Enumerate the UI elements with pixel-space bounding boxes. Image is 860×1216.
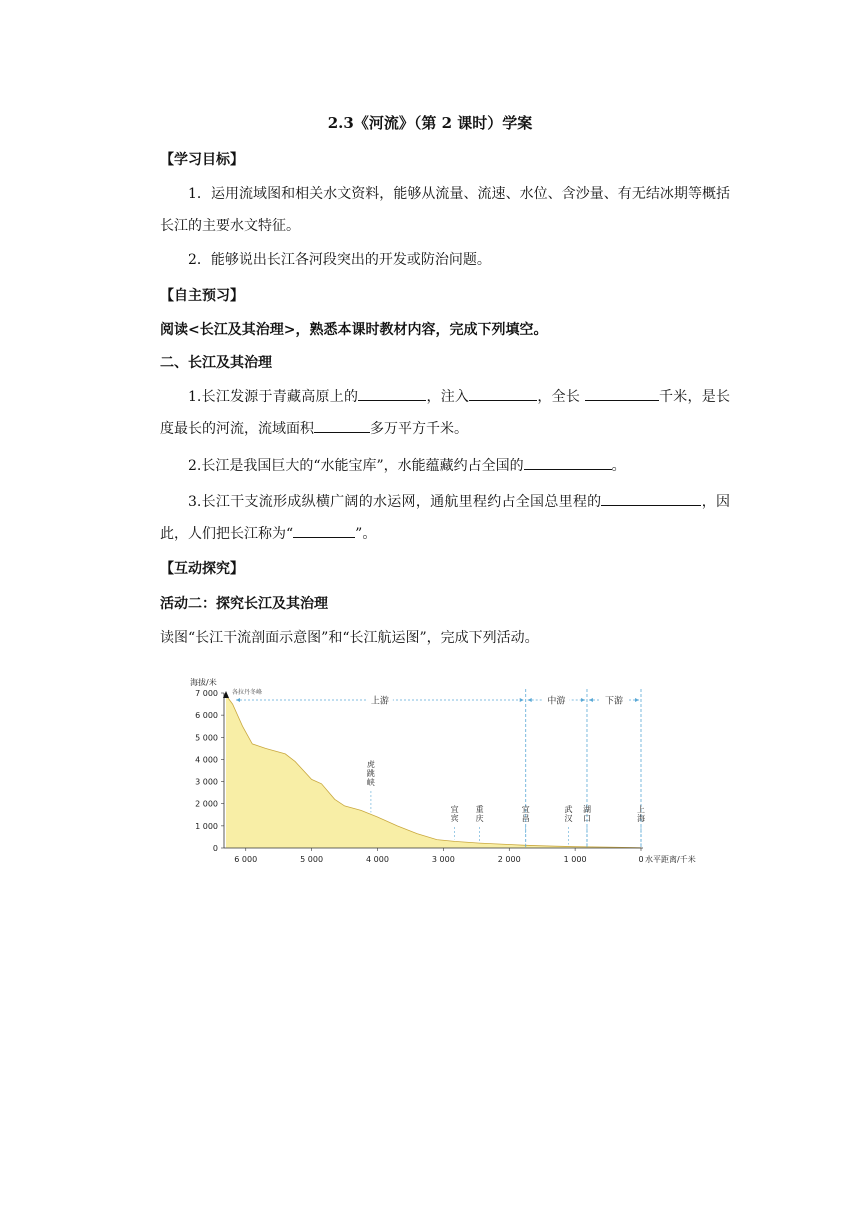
place-label-char: 虎 bbox=[366, 760, 375, 769]
q3-blank-percent[interactable] bbox=[601, 490, 701, 506]
q1-text-d: 千米，是长度最长的河流，流域面积 bbox=[160, 389, 731, 437]
question-1 bbox=[160, 381, 730, 445]
place-label-char: 上 bbox=[637, 805, 645, 814]
y-tick-label: 1 000 bbox=[195, 821, 218, 831]
segment-label: 下游 bbox=[604, 696, 623, 707]
x-tick-label: 1 000 bbox=[563, 855, 587, 864]
activity-instruction: 读图“长江干流剖面示意图”和“长江航运图”，完成下列活动。 bbox=[160, 630, 539, 646]
arrow-head-left bbox=[589, 698, 593, 702]
goal-1: 1．运用流域图和相关水文资料，能够从流量、流速、水位、含沙量、有无结冰期等概括长江的主要水文特征。 bbox=[160, 186, 730, 234]
place-label-char: 峡 bbox=[366, 778, 375, 787]
question-2 bbox=[160, 450, 730, 482]
x-tick-label: 5 000 bbox=[300, 855, 324, 864]
y-axis-label: 海拔/米 bbox=[190, 678, 217, 687]
x-tick-label: 4 000 bbox=[366, 855, 389, 864]
q3-text-a: 3.长江干支流形成纵横广阔的水运网，通航里程约占全国总里程的 bbox=[188, 494, 602, 510]
y-tick-label: 0 bbox=[212, 844, 218, 853]
preview-instruction: 阅读<长江及其治理>，熟悉本课时教材内容，完成下列填空。 bbox=[160, 322, 548, 338]
page-title: 2.3《河流》（第 2 课时）学案 bbox=[327, 114, 533, 132]
x-axis-label: 水平距离/千米 bbox=[645, 855, 696, 864]
x-tick-label: 3 000 bbox=[431, 855, 455, 864]
x-tick-label: 6 000 bbox=[234, 855, 258, 864]
place-label-char: 汉 bbox=[564, 814, 573, 823]
profile-chart-svg bbox=[186, 672, 706, 872]
question-3 bbox=[160, 486, 730, 550]
place-label-char: 口 bbox=[582, 814, 591, 823]
section-heading: 二、长江及其治理 bbox=[160, 355, 272, 371]
x-tick-label: 0 bbox=[638, 855, 644, 864]
q3-text-c: ”。 bbox=[355, 526, 377, 542]
y-tick-label: 4 000 bbox=[195, 755, 218, 765]
place-label-char: 湖 bbox=[582, 805, 591, 814]
q1-text-b: ，注入 bbox=[426, 389, 470, 405]
place-label-char: 宜 bbox=[450, 805, 459, 814]
place-label-char: 宾 bbox=[450, 814, 459, 823]
y-tick-label: 6 000 bbox=[195, 711, 218, 721]
y-tick-label: 5 000 bbox=[195, 733, 218, 743]
arrow-head-left bbox=[236, 698, 240, 702]
q1-blank-area[interactable] bbox=[314, 417, 370, 433]
yangtze-profile-chart bbox=[186, 672, 706, 872]
source-label: 各拉丹冬峰 bbox=[232, 689, 263, 696]
preview-heading: 【自主预习】 bbox=[160, 288, 244, 304]
x-tick-label: 2 000 bbox=[497, 855, 521, 864]
q2-text-b: 。 bbox=[611, 458, 626, 474]
arrow-head-right bbox=[581, 698, 585, 702]
y-tick-label: 3 000 bbox=[195, 777, 218, 787]
segment-label: 上游 bbox=[370, 696, 389, 707]
q2-text-a: 2.长江是我国巨大的“水能宝库”，水能蕴藏约占全国的 bbox=[188, 458, 524, 474]
place-label-char: 庆 bbox=[475, 814, 484, 823]
y-tick-label: 2 000 bbox=[195, 799, 218, 809]
q1-text-c: ，全长 bbox=[537, 389, 585, 405]
q1-blank-length[interactable] bbox=[585, 385, 659, 401]
q3-blank-name[interactable] bbox=[293, 522, 355, 538]
segment-label: 中游 bbox=[547, 696, 566, 707]
explore-heading: 【互动探究】 bbox=[160, 561, 244, 577]
place-label-char: 宜 bbox=[521, 805, 530, 814]
place-label-char: 昌 bbox=[521, 814, 530, 823]
arrow-head-left bbox=[528, 698, 532, 702]
q3-text-b: ，因此，人们把长江称为“ bbox=[160, 494, 731, 542]
goals-heading: 【学习目标】 bbox=[160, 152, 244, 168]
q1-blank-source[interactable] bbox=[358, 385, 426, 401]
arrow-head-right bbox=[635, 698, 639, 702]
place-label-char: 跳 bbox=[366, 769, 375, 778]
arrow-head-right bbox=[520, 698, 524, 702]
goal-2: 2．能够说出长江各河段突出的开发或防治问题。 bbox=[188, 252, 491, 268]
q1-text-e: 多万平方千米。 bbox=[370, 421, 468, 437]
place-label-char: 海 bbox=[637, 814, 645, 823]
activity-heading: 活动二：探究长江及其治理 bbox=[160, 596, 328, 612]
q2-blank[interactable] bbox=[524, 454, 612, 470]
q1-blank-sea[interactable] bbox=[469, 385, 537, 401]
y-tick-label: 7 000 bbox=[195, 689, 218, 698]
place-label-char: 重 bbox=[475, 805, 484, 814]
profile-area bbox=[226, 695, 641, 848]
place-label-char: 武 bbox=[564, 805, 573, 814]
q1-text-a: 1.长江发源于青藏高原上的 bbox=[188, 389, 359, 405]
